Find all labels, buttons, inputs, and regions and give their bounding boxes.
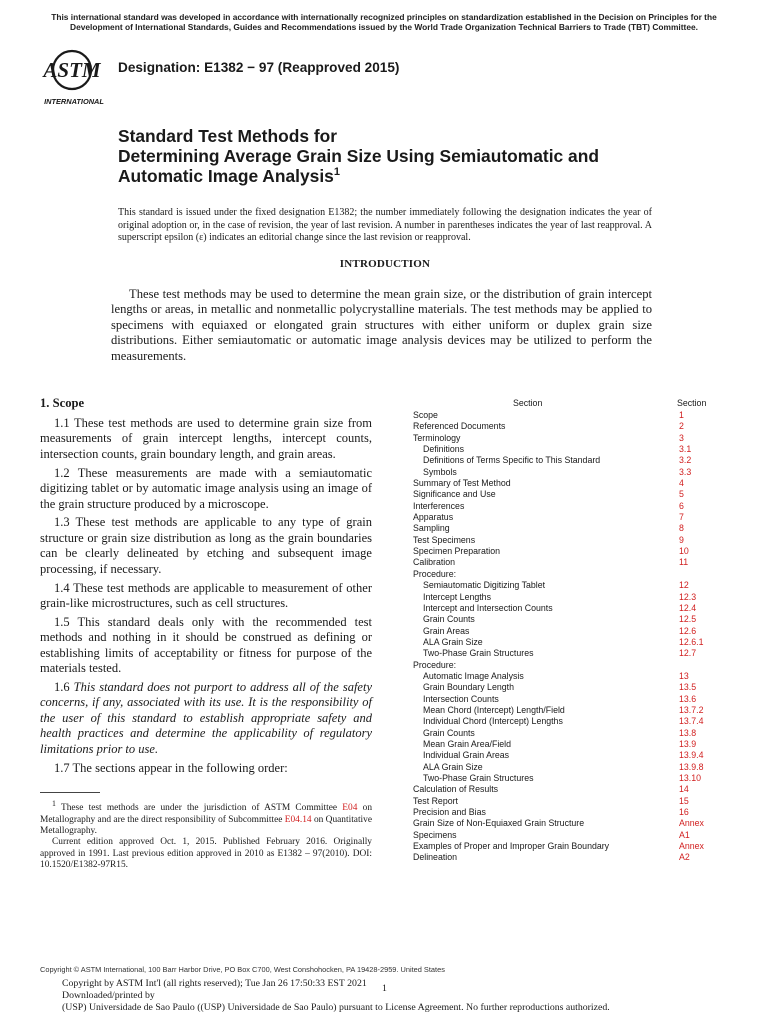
committee-link[interactable]: E04 bbox=[342, 803, 358, 814]
section-link[interactable]: 11 bbox=[679, 557, 689, 568]
table-row bbox=[413, 626, 733, 637]
table-row bbox=[413, 614, 733, 625]
safety-paragraph-number: 1.6 bbox=[54, 680, 70, 694]
section-title: Delineation bbox=[413, 852, 458, 863]
table-row bbox=[413, 569, 733, 580]
section-link[interactable]: 15 bbox=[679, 795, 689, 806]
footnote-2: Current edition approved Oct. 1, 2015. Published February 2016. Originally approved in 1991. Last previous edition approved in 2010 as E1382 – 97(2010). DOI: 10.1520/E1382-97R15. bbox=[40, 837, 372, 871]
section-link[interactable]: 13.7.4 bbox=[679, 716, 704, 727]
section-title: ALA Grain Size bbox=[423, 636, 483, 647]
section-link[interactable]: 13.8 bbox=[679, 727, 697, 738]
document-title bbox=[118, 126, 678, 186]
section-title: Procedure: bbox=[413, 568, 457, 579]
section-link[interactable]: 13.9.4 bbox=[679, 750, 704, 761]
section-title: Mean Chord (Intercept) Length/Field bbox=[423, 704, 565, 715]
table-row bbox=[413, 648, 733, 659]
table-row bbox=[413, 501, 733, 512]
section-link[interactable]: 12.6 bbox=[679, 625, 697, 636]
section-title: Sampling bbox=[413, 523, 450, 534]
page-number: 1 bbox=[382, 983, 387, 994]
table-row bbox=[413, 773, 733, 784]
section-link[interactable]: 3.1 bbox=[679, 444, 692, 455]
title-line-1: Standard Test Methods for bbox=[118, 126, 338, 146]
section-link[interactable]: Annex bbox=[679, 841, 704, 852]
table-row bbox=[413, 455, 733, 466]
designation: Designation: E1382 − 97 (Reapproved 2015) bbox=[118, 60, 400, 75]
section-title: Calculation of Results bbox=[413, 784, 499, 795]
section-link[interactable]: 12.5 bbox=[679, 614, 697, 625]
table-row bbox=[413, 739, 733, 750]
scope-paragraph: 1.7 The sections appear in the following order: bbox=[54, 760, 288, 775]
table-row bbox=[413, 660, 733, 671]
section-title: Definitions of Terms Specific to This Standard bbox=[423, 455, 601, 466]
section-title: Intersection Counts bbox=[423, 693, 499, 704]
section-link[interactable]: 16 bbox=[679, 807, 689, 818]
sections-table-body bbox=[413, 410, 733, 864]
footnote-1-text-c: on Quantitative Metallography. bbox=[40, 814, 373, 836]
section-link[interactable]: 8 bbox=[679, 523, 684, 534]
sections-table bbox=[413, 398, 733, 864]
section-title: Definitions bbox=[423, 444, 465, 455]
table-row bbox=[413, 592, 733, 603]
section-link[interactable]: A2 bbox=[679, 852, 690, 863]
section-link[interactable]: 2 bbox=[679, 421, 684, 432]
footnotes bbox=[40, 798, 372, 872]
section-link[interactable]: 12.6.1 bbox=[679, 636, 704, 647]
download-notice bbox=[62, 978, 722, 1014]
table-row bbox=[413, 444, 733, 455]
section-link[interactable]: 13.9 bbox=[679, 738, 697, 749]
section-link[interactable]: 6 bbox=[679, 500, 684, 511]
table-row bbox=[413, 546, 733, 557]
column-header-number: Section bbox=[677, 398, 707, 408]
section-title: Automatic Image Analysis bbox=[423, 670, 524, 681]
section-title: Apparatus bbox=[413, 512, 454, 523]
introduction-heading: INTRODUCTION bbox=[339, 258, 431, 270]
section-link[interactable]: 12 bbox=[679, 580, 689, 591]
section-link[interactable]: 4 bbox=[679, 478, 684, 489]
scope-paragraph: 1.2 These measurements are made with a semiautomatic digitizing tablet or by automatic image analysis using an image of the grain structure produced by a microscope. bbox=[40, 465, 372, 511]
section-title: Calibration bbox=[413, 557, 456, 568]
subcommittee-link[interactable]: E04.14 bbox=[284, 814, 312, 825]
section-title: Two-Phase Grain Structures bbox=[423, 648, 534, 659]
scope-heading: 1. Scope bbox=[40, 396, 85, 410]
section-title: Referenced Documents bbox=[413, 421, 506, 432]
table-row bbox=[413, 694, 733, 705]
section-title: Examples of Proper and Improper Grain Boundary bbox=[413, 841, 610, 852]
scope-paragraph: 1.1 These test methods are used to determine grain size from measurements of grain intercept lengths, intercept counts, intersection counts, grain boundary length, and grain areas. bbox=[40, 416, 372, 461]
sections-table-header bbox=[413, 398, 733, 410]
scope-paragraph: 1.3 These test methods are applicable to any type of grain structure or grain size distribution as long as the grain boundaries can be clearly delineated by etching and subsequent image processing, if necessary. bbox=[40, 515, 372, 576]
section-link[interactable]: 13.9.8 bbox=[679, 761, 704, 772]
section-title: Grain Counts bbox=[423, 727, 475, 738]
section-link[interactable]: 13.10 bbox=[679, 773, 702, 783]
section-title: ALA Grain Size bbox=[423, 761, 483, 772]
section-title: Grain Areas bbox=[423, 625, 470, 636]
table-row bbox=[413, 637, 733, 648]
section-title: Precision and Bias bbox=[413, 807, 486, 818]
section-title: Mean Grain Area/Field bbox=[423, 738, 512, 749]
table-row bbox=[413, 818, 733, 829]
table-row bbox=[413, 467, 733, 478]
table-row bbox=[413, 421, 733, 432]
section-link[interactable]: 14 bbox=[679, 784, 689, 795]
section-title: Symbols bbox=[423, 466, 457, 477]
introduction-text: These test methods may be used to determine the mean grain size, or the distribution of grain intercept lengths or areas, in metallic and nonmetallic polycrystalline materials. The test methods may be applied to specimens with equiaxed or elongated grain structures with either uniform or duplex grain size distributions. Either semiautomatic or automatic image analysis devices may be utilized to perform the measurements. bbox=[111, 287, 652, 363]
section-title: Grain Counts bbox=[423, 614, 475, 625]
section-title: Test Report bbox=[413, 795, 458, 806]
table-row bbox=[413, 671, 733, 682]
section-title: Semiautomatic Digitizing Tablet bbox=[423, 580, 546, 591]
section-title: Interferences bbox=[413, 500, 465, 511]
section-title: Grain Boundary Length bbox=[423, 682, 514, 693]
section-title: Specimens bbox=[413, 829, 457, 840]
footnote-1-text-a: These test methods are under the jurisdiction of ASTM Committee bbox=[60, 803, 338, 814]
section-link[interactable]: 13.5 bbox=[679, 682, 697, 693]
section-link[interactable]: 3 bbox=[679, 432, 684, 443]
section-link[interactable]: 1 bbox=[679, 410, 684, 420]
section-title: Specimen Preparation bbox=[413, 546, 501, 557]
section-title: Intercept Lengths bbox=[423, 591, 491, 602]
footnote-divider bbox=[40, 792, 100, 793]
copyright-line: Copyright © ASTM International, 100 Barr Harbor Drive, PO Box C700, West Conshohocken, PA 19428-2959. United States bbox=[40, 965, 445, 974]
section-link[interactable]: 9 bbox=[679, 534, 684, 545]
section-link[interactable]: 7 bbox=[679, 512, 684, 523]
section-link[interactable]: A1 bbox=[679, 829, 690, 840]
logo-org: INTERNATIONAL bbox=[44, 97, 104, 106]
section-title: Intercept and Intersection Counts bbox=[423, 602, 553, 613]
section-link[interactable]: 3.2 bbox=[679, 455, 692, 466]
table-row bbox=[413, 682, 733, 693]
safety-paragraph bbox=[40, 680, 372, 757]
column-header-section: Section bbox=[513, 398, 543, 408]
footnote-1 bbox=[40, 798, 372, 837]
scope-paragraph: 1.5 This standard deals only with the recommended test methods and nothing in it should be construed as defining or establishing limits of acceptability or fitness for purpose of the materials tested. bbox=[40, 614, 372, 676]
table-row bbox=[413, 841, 733, 852]
title-footnote-mark[interactable]: 1 bbox=[333, 166, 340, 178]
table-row bbox=[413, 807, 733, 818]
table-row bbox=[413, 489, 733, 500]
section-title: Individual Grain Areas bbox=[423, 750, 510, 761]
section-link[interactable]: 13.6 bbox=[679, 693, 697, 704]
issue-note: This standard is issued under the fixed designation E1382; the number immediately following the designation indicates the year of original adoption or, in the case of revision, the year of last revision. A number in parentheses indicates the year of last reapproval. A superscript epsilon (ε) indicates an editorial change since the last revision or reapproval. bbox=[118, 207, 652, 243]
table-row bbox=[413, 478, 733, 489]
download-line-1: Copyright by ASTM Int'l (all rights reserved); Tue Jan 26 17:50:33 EST 2021 bbox=[62, 978, 367, 989]
astm-logo-icon bbox=[38, 44, 112, 108]
footnote-1-mark: 1 bbox=[52, 799, 56, 808]
table-row bbox=[413, 580, 733, 591]
table-row bbox=[413, 762, 733, 773]
table-row bbox=[413, 557, 733, 568]
section-title: Scope bbox=[413, 410, 438, 420]
section-link[interactable]: 3.3 bbox=[679, 466, 692, 477]
section-link[interactable]: 5 bbox=[679, 489, 684, 500]
section-link[interactable]: 12.3 bbox=[679, 591, 697, 602]
section-link[interactable]: Annex bbox=[679, 818, 704, 829]
section-link[interactable]: 12.4 bbox=[679, 602, 697, 613]
section-title: Two-Phase Grain Structures bbox=[423, 773, 534, 783]
table-row bbox=[413, 523, 733, 534]
table-row bbox=[413, 535, 733, 546]
table-row bbox=[413, 433, 733, 444]
section-title: Test Specimens bbox=[413, 534, 476, 545]
section-title: Terminology bbox=[413, 432, 461, 443]
table-row bbox=[413, 796, 733, 807]
safety-paragraph-text: This standard does not purport to address all of the safety concerns, if any, associated with its use. It is the responsibility of the user of this standard to establish appropriate safety and health practices and determine the applicability of regulatory limitations prior to use. bbox=[40, 680, 372, 756]
tbt-notice: This international standard was developed in accordance with internationally recognized principles on standardization established in the Decision on Principles for the Development of International Standards, Guides and Recommendations issued by the World Trade Organization Technical Barriers to Trade (TBT) Committee. bbox=[51, 12, 717, 32]
table-row bbox=[413, 750, 733, 761]
section-title: Summary of Test Method bbox=[413, 478, 511, 489]
section-title: Significance and Use bbox=[413, 489, 496, 500]
section-link[interactable]: 10 bbox=[679, 546, 689, 557]
section-link[interactable]: 13.7.2 bbox=[679, 704, 704, 715]
table-row bbox=[413, 512, 733, 523]
title-line-3 bbox=[118, 166, 678, 186]
section-link[interactable]: 13 bbox=[679, 670, 689, 681]
logo-letters: ASTM bbox=[43, 58, 101, 82]
scope-paragraph: 1.4 These test methods are applicable to measurement of other grain-like microstructures, such as cell structures. bbox=[40, 580, 372, 610]
astm-logo bbox=[38, 44, 112, 108]
table-row bbox=[413, 852, 733, 863]
footnote-1-text-b: on Metallography and are the direct responsibility of Subcommittee bbox=[40, 803, 372, 825]
title-line-3-text: Automatic Image Analysis bbox=[118, 166, 334, 186]
scope-section bbox=[40, 416, 372, 779]
table-row bbox=[413, 410, 733, 421]
table-row bbox=[413, 830, 733, 841]
table-row bbox=[413, 603, 733, 614]
download-line-2: Downloaded/printed by bbox=[62, 990, 155, 1001]
table-row bbox=[413, 705, 733, 716]
section-title: Procedure: bbox=[413, 659, 457, 670]
section-title: Individual Chord (Intercept) Lengths bbox=[423, 716, 563, 727]
title-line-2: Determining Average Grain Size Using Semiautomatic and bbox=[118, 146, 599, 166]
table-row bbox=[413, 784, 733, 795]
section-title: Grain Size of Non-Equiaxed Grain Structure bbox=[413, 818, 585, 829]
section-link[interactable]: 12.7 bbox=[679, 648, 697, 659]
table-row bbox=[413, 728, 733, 739]
download-line-3: (USP) Universidade de Sao Paulo ((USP) Universidade de Sao Paulo) pursuant to License Agreement. No further reproductions authorized. bbox=[62, 1002, 610, 1013]
table-row bbox=[413, 716, 733, 727]
